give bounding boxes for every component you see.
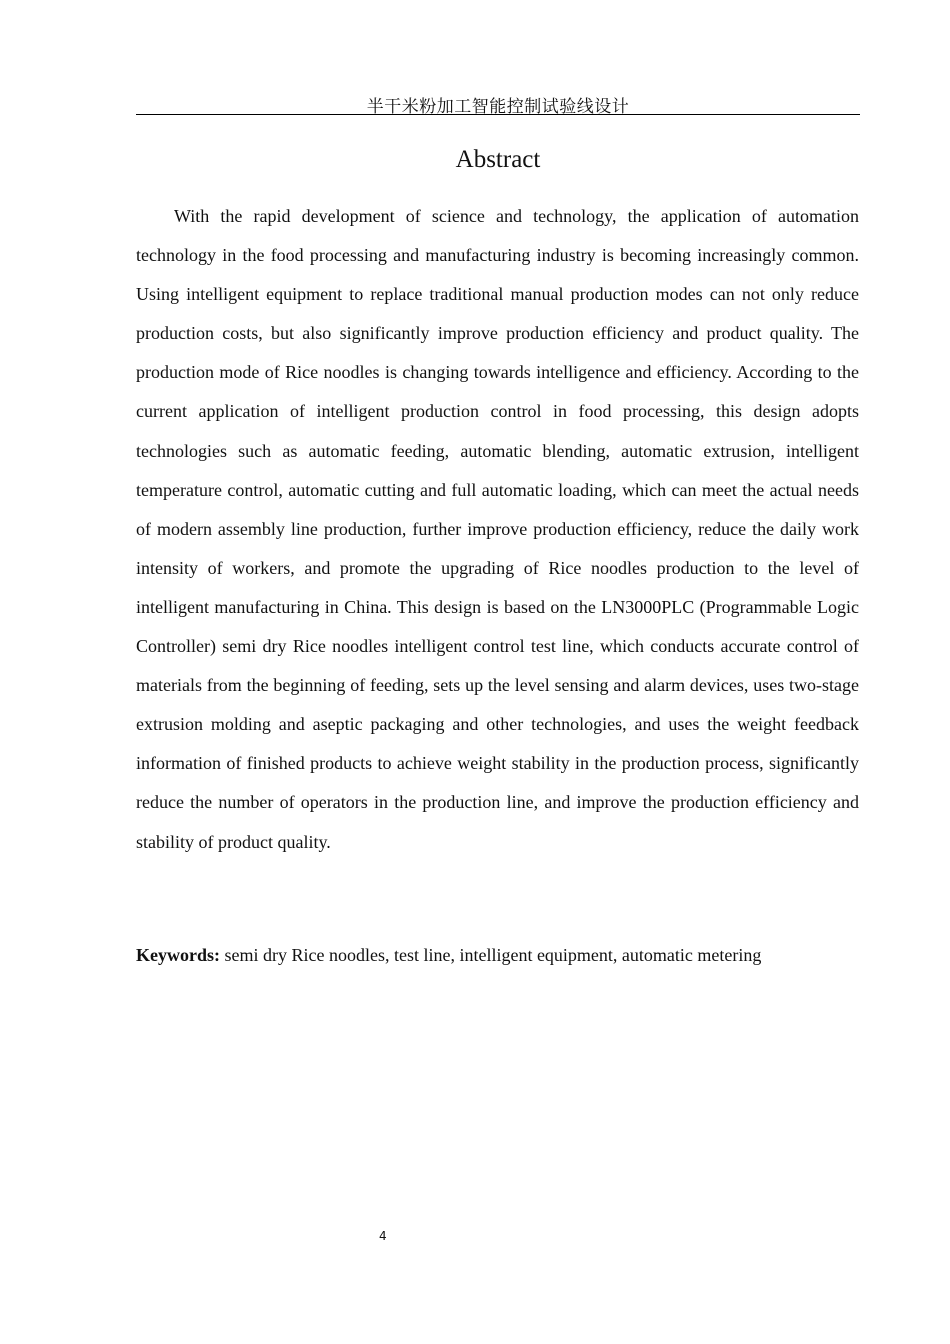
keywords-text: semi dry Rice noodles, test line, intelligent equipment, automatic metering xyxy=(220,945,762,965)
keywords-label: Keywords: xyxy=(136,945,220,965)
header-rule xyxy=(136,114,860,115)
abstract-title: Abstract xyxy=(455,146,541,173)
running-header: 半干米粉加工智能控制试验线设计 xyxy=(366,97,630,117)
keywords-line xyxy=(136,937,859,973)
page-number: 4 xyxy=(379,1229,387,1243)
abstract-paragraph: With the rapid development of science and technology, the application of automation technology in the food processing and manufacturing industry is becoming increasingly common. Using intelligent equipment to replace traditional manual production modes can not only reduce production costs, but also significantly improve production efficiency and product quality. The production mode of Rice noodles is changing towards intelligence and efficiency. According to the current application of intelligent production control in food processing, this design adopts technologies such as automatic feeding, automatic blending, automatic extrusion, intelligent temperature control, automatic cutting and full automatic loading, which can meet the actual needs of modern assembly line production, further improve production efficiency, reduce the daily work intensity of workers, and promote the upgrading of Rice noodles production to the level of intelligent manufacturing in China. This design is based on the LN3000PLC (Programmable Logic Controller) semi dry Rice noodles intelligent control test line, which conducts accurate control of materials from the beginning of feeding, sets up the level sensing and alarm devices, uses two-stage extrusion molding and aseptic packaging and other technologies, and uses the weight feedback information of finished products to achieve weight stability in the production process, significantly reduce the number of operators in the production line, and improve the production efficiency and stability of product quality. xyxy=(136,206,859,852)
